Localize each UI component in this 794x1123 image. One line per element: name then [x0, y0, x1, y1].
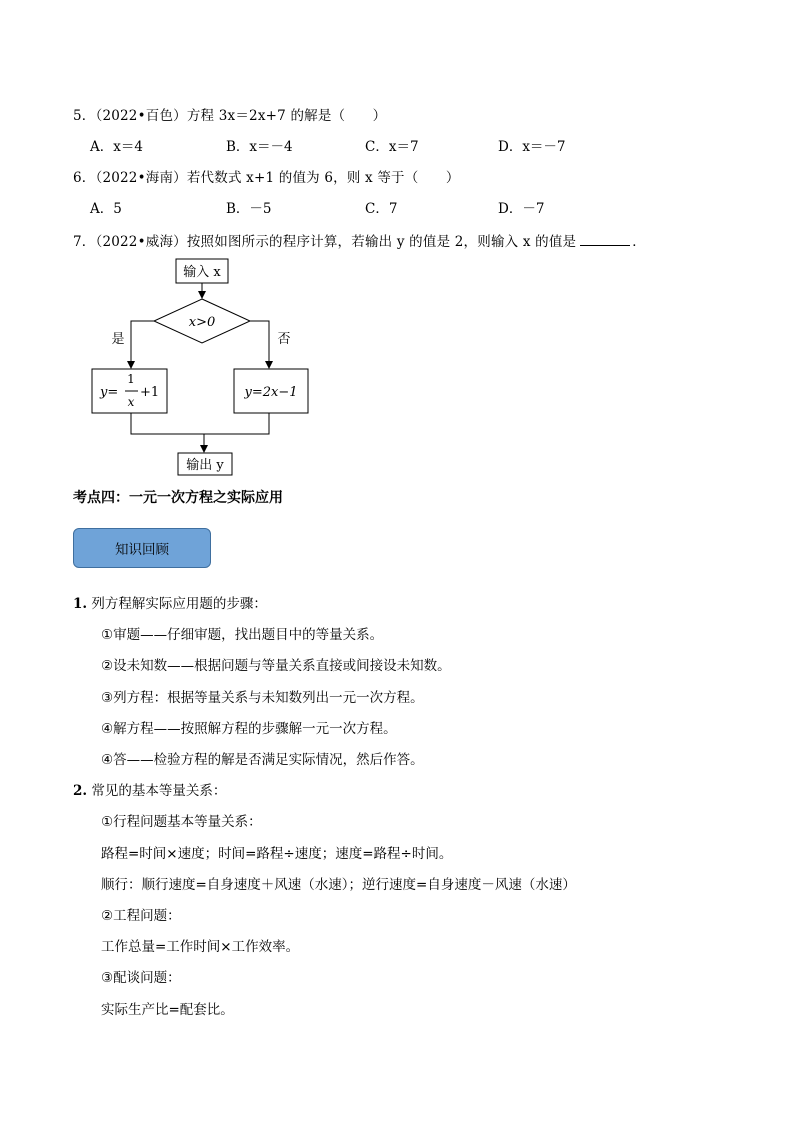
step-item: ④解方程——按照解方程的步骤解一元一次方程。: [101, 721, 397, 737]
left-formula-rhs: +1: [140, 385, 160, 400]
heading-1-text: 列方程解实际应用题的步骤：: [87, 596, 267, 612]
question-7-text: 7．（2022•威海）按照如图所示的程序计算，若输出 y 的值是 2，则输入 x 的值是: [73, 234, 577, 250]
question-5-option-c: C．x＝7: [365, 139, 419, 155]
left-formula-lhs: y=: [100, 385, 119, 400]
program-flowchart: [0, 0, 794, 480]
question-5-stem: 5．（2022•百色）方程 3x＝2x+7 的解是（ ）: [73, 108, 387, 124]
relation-item: 路程=时间×速度；时间=路程÷速度；速度=路程÷时间。: [101, 846, 453, 862]
yes-label: 是: [111, 332, 125, 347]
question-5-option-d: D．x＝－7: [498, 139, 566, 155]
output-label: 输出 y: [186, 458, 224, 473]
question-6-option-a: A．5: [90, 201, 122, 217]
question-6-stem: 6．（2022•海南）若代数式 x+1 的值为 6，则 x 等于（ ）: [73, 170, 460, 186]
knowledge-review-tag: [73, 528, 211, 568]
arrow-no-branch: [250, 321, 269, 368]
question-6-option-d: D．－7: [498, 201, 545, 217]
step-item: ③列方程：根据等量关系与未知数列出一元一次方程。: [101, 690, 424, 706]
question-7-end: ．: [632, 234, 646, 250]
step-item: ①审题——仔细审题，找出题目中的等量关系。: [101, 627, 384, 643]
merge-line: [131, 413, 269, 434]
relation-item: ②工程问题：: [101, 908, 181, 924]
heading-2-text: 常见的基本等量关系：: [87, 783, 227, 799]
question-5-option-a: A．x＝4: [90, 139, 143, 155]
left-formula-denominator: x: [127, 395, 135, 409]
step-item: ②设未知数——根据问题与等量关系直接或间接设未知数。: [101, 658, 451, 674]
heading-2-number: 2.: [73, 783, 88, 799]
heading-1-number: 1.: [73, 596, 88, 612]
question-6-option-c: C．7: [365, 201, 398, 217]
question-5-option-b: B．x＝－4: [226, 139, 293, 155]
right-formula: y=2x−1: [244, 385, 298, 400]
relation-item: ③配谈问题：: [101, 970, 181, 986]
condition-label: x>0: [188, 315, 216, 330]
left-formula-numerator: 1: [127, 372, 135, 386]
input-label: 输入 x: [183, 265, 221, 280]
relation-item: 实际生产比=配套比。: [101, 1002, 234, 1018]
arrow-yes-branch: [131, 321, 154, 368]
relation-item: 顺行：顺行速度=自身速度＋风速（水速）；逆行速度=自身速度－风速（水速）: [101, 877, 576, 893]
no-label: 否: [277, 332, 291, 347]
relation-item: ①行程问题基本等量关系：: [101, 814, 262, 830]
heading-2: [73, 779, 226, 799]
section-title: 考点四：一元一次方程之实际应用: [73, 490, 283, 506]
heading-1: [73, 592, 267, 612]
relation-item: 工作总量=工作时间×工作效率。: [101, 939, 300, 955]
step-item: ④答——检验方程的解是否满足实际情况，然后作答。: [101, 752, 424, 768]
knowledge-review-label: 知识回顾: [115, 542, 169, 558]
question-6-option-b: B．－5: [226, 201, 272, 217]
